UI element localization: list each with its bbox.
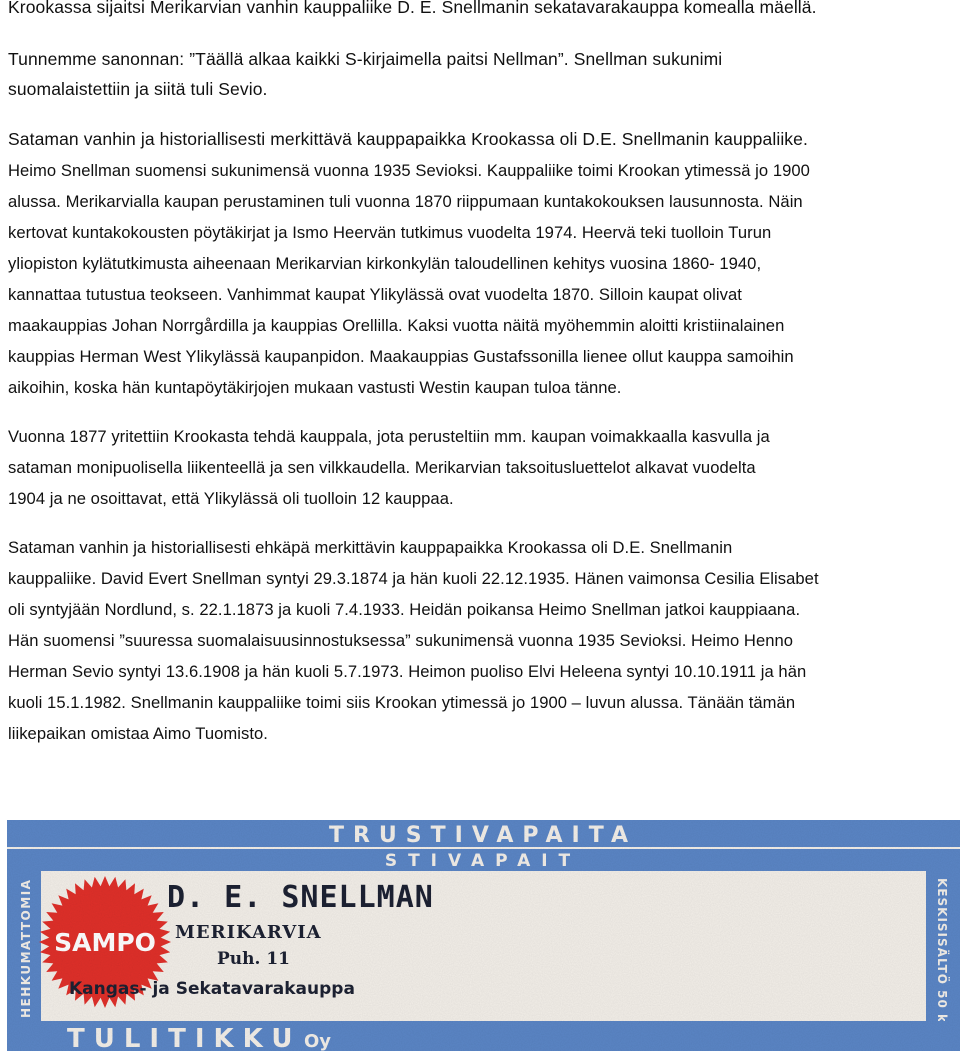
text-line: kauppias Herman West Ylikylässä kaupanpidon. Maakauppias Gustafssonilla lienee ollut kauppa samoihin: [8, 347, 794, 366]
text-line: kauppaliike. David Evert Snellman syntyi 29.3.1874 ja hän kuoli 22.12.1935. Hänen vaimonsa Cesilia Elisabet: [8, 569, 819, 588]
text-line: liikepaikan omistaa Aimo Tuomisto.: [8, 724, 268, 743]
text-line: kertovat kuntakokousten pöytäkirjat ja Ismo Heervän tutkimus vuodelta 1974. Heervä teki tuolloin Turun: [8, 223, 772, 242]
text-line: maakauppias Johan Norrgårdilla ja kauppias Orellilla. Kaksi vuotta näitä myöhemmin aloitti kristiinalainen: [8, 316, 785, 335]
paragraph-saying: [8, 44, 960, 104]
text-line: kannattaa tutustua teokseen. Vanhimmat kaupat Ylikylässä ovat vuodelta 1870. Silloin kaupat olivat: [8, 285, 742, 304]
text-line: yliopiston kylätutkimusta aiheenaan Merikarvian kirkonkylän taloudellinen kehitys vuosina 1860- 1940,: [8, 254, 762, 273]
text-line: kuoli 15.1.1982. Snellmanin kauppaliike toimi siis Krookan ytimessä jo 1900 – luvun alussa. Tänään tämän: [8, 693, 796, 712]
text-line: suomalaistettiin ja siitä tuli Sevio.: [8, 79, 268, 99]
text-line: aikoihin, koska hän kuntapöytäkirjojen mukaan vastusti Westin kaupan tuloa tänne.: [8, 378, 622, 397]
text-line: Tunnemme sanonnan: ”Täällä alkaa kaikki S-kirjaimella paitsi Nellman”. Snellman sukunimi: [8, 49, 723, 69]
paragraph-harbour-title: [8, 124, 960, 154]
text-line: Hän suomensi ”suuressa suomalaisuusinnostuksessa” sukunimensä vuonna 1935 Sevioksi. Heimo Henno: [8, 631, 794, 650]
text-line: Sataman vanhin ja historiallisesti ehkäpä merkittävin kauppapaikka Krookassa oli D.E. Snellmanin: [8, 538, 733, 557]
text-line: 1904 ja ne osoittavat, että Ylikylässä oli tuolloin 12 kauppaa.: [8, 489, 454, 508]
text-line: Heimo Snellman suomensi sukunimensä vuonna 1935 Sevioksi. Kauppaliike toimi Krookan ytimessä jo 1900: [8, 161, 810, 180]
paragraph-history: [8, 155, 960, 403]
matchbox-label-image: [7, 820, 960, 1051]
text-line: Sataman vanhin ja historiallisesti merkittävä kauppapaikka Krookassa oli D.E. Snellmanin kauppaliike.: [8, 129, 808, 149]
text-line: Krookassa sijaitsi Merikarvian vanhin kauppaliike D. E. Snellmanin sekatavarakauppa komealla mäellä.: [8, 0, 817, 17]
text-line: sataman monipuolisella liikenteellä ja sen vilkkaudella. Merikarvian taksoitusluettelot alkavat vuodelta: [8, 458, 756, 477]
text-line: Vuonna 1877 yritettiin Krookasta tehdä kauppala, jota perusteltiin mm. kaupan voimakkaalla kasvulla ja: [8, 427, 770, 446]
matchbox-label-svg: [7, 820, 960, 1051]
paragraph-intro: [8, 0, 960, 22]
text-line: oli syntyjään Nordlund, s. 22.1.1873 ja kuoli 7.4.1933. Heidän poikansa Heimo Snellman jatkoi kauppiaana.: [8, 600, 801, 619]
text-line: alussa. Merikarvialla kaupan perustaminen tuli vuonna 1870 riippumaan kuntakokouksen lausunnosta. Näin: [8, 192, 803, 211]
paper-grain: [7, 820, 960, 1051]
paragraph-kauppala: [8, 421, 960, 514]
paragraph-snellman-family: [8, 532, 960, 749]
text-line: Herman Sevio syntyi 13.6.1908 ja hän kuoli 5.7.1973. Heimon puoliso Elvi Heleena syntyi 10.10.1911 ja hän: [8, 662, 807, 681]
